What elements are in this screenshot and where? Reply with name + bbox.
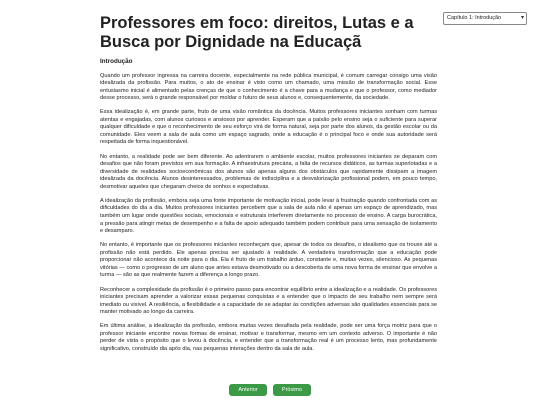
previous-button[interactable]: Anterior	[229, 384, 267, 396]
document-body	[100, 58, 437, 360]
chapter-navigation	[0, 384, 540, 398]
chevron-down-icon: ▾	[520, 15, 524, 21]
section-heading: Introdução	[100, 58, 133, 65]
chapter-select-value: Capítulo 1: Introdução	[447, 15, 502, 21]
paragraph: Em última análise, a idealização da profissão, embora muitas vezes desafiada pela realidade, pode ser uma força motriz para que o professor iniciante encontre novas formas de ensinar, motivar e transformar, mesmo em um contexto adverso. O importante é não perder de vista o propósito que o levou à docência, e entender que a transformação real é um processo lento, mas profundamente significativo, construído dia após dia, nas pequenas interações dentro da sala de aula.	[100, 323, 437, 353]
paragraph: A idealização da profissão, embora seja uma fonte importante de motivação inicial, pode levar à frustração quando confrontada com as dificuldades do dia a dia. Muitos professores iniciantes percebem que a sala de aula não é apenas um espaço de aprendizado, mas também um lugar onde questões sociais, emocionais e estruturais interferem diretamente no processo de ensino. A carga burocrática, a pressão para atingir metas de desempenho e a falta de apoio adequado também podem contribuir para uma sensação de isolamento e desamparo.	[100, 197, 437, 235]
paragraph: Essa idealização é, em grande parte, fruto de uma visão romântica da docência. Muitos professores iniciantes sonham com turmas atentas e engajadas, com alunos curiosos e ansiosos por aprender. Esperam que a paixão pelo ensino seja o suficiente para superar qualquer dificuldade e que o reconhecimento de seu esforço virá de forma natural, seja por parte dos alunos, da gestão escolar ou da comunidade. Eles veem a sala de aula como um espaço sagrado, onde a educação é o principal foco e onde sua autoridade será respeitada de forma inquestionável.	[100, 109, 437, 146]
paragraph: No entanto, a realidade pode ser bem diferente. Ao adentrarem o ambiente escolar, muitos professores iniciantes se deparam com desafios que não foram previstos em sua formação. A infraestrutura precária, a falta de recursos didáticos, as turmas superlotadas e a diversidade de realidades socioeconômicas dos alunos são apenas alguns dos obstáculos que rapidamente dissipam a imagem idealizada da docência. Alunos desinteressados, problemas de indisciplina e a desvalorização profissional podem, em pouco tempo, desmotivar aqueles que chegaram cheios de sonhos e expectativas.	[100, 153, 437, 190]
paragraph: Reconhecer a complexidade da profissão é o primeiro passo para encontrar equilíbrio entre a idealização e a realidade. Os professores iniciantes precisam aprender a valorizar essas pequenas conquistas e a entender que o impacto de seu trabalho nem sempre será imediato ou visível. A resiliência, a flexibilidade e a capacidade de se adaptar às condições adversas são qualidades essenciais para se manter motivado ao longo da carreira.	[100, 286, 437, 316]
next-button[interactable]: Próximo	[273, 384, 311, 396]
paragraph: No entanto, é importante que os professores iniciantes reconheçam que, apesar de todos os desafios, o idealismo que os trouxe até a profissão não está perdido. Ele apenas precisa ser ajustado à realidade. A verdadeira transformação que a educação pode proporcionar não acontece da noite para o dia. Ela é fruto de um trabalho árduo, constante e, muitas vezes, silencioso. As pequenas vitórias — como o progresso de um aluno que antes estava desmotivado ou a descoberta de uma nova forma de ensinar que envolve a turma — são as que realmente fazem a diferença a longo prazo.	[100, 242, 437, 279]
chapter-select[interactable]	[443, 12, 527, 25]
paragraph: Quando um professor ingressa na carreira docente, especialmente na rede pública municipal, é comum carregar consigo uma visão idealizada da profissão. Para muitos, o ato de ensinar é visto como um chamado, uma missão de transformação social. Esse entusiasmo inicial é alimentado pelas crenças de que o conhecimento é a chave para a mudança e que o professor, como mediador desse processo, será o grande responsável por moldar o futuro de seus alunos e, consequentemente, da sociedade.	[100, 72, 437, 102]
page-title: Professores em foco: direitos, Lutas e a Busca por Dignidade na Educaçã	[100, 14, 414, 51]
